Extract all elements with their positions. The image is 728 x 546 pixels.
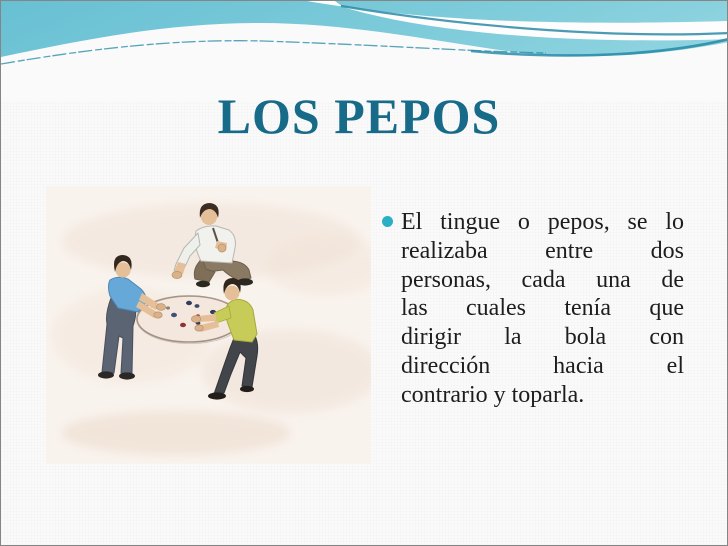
text-line: contrario y toparla. <box>401 381 585 408</box>
page-title: LOS PEPOS <box>217 88 501 144</box>
text-line: las cuales tenía que <box>401 295 684 322</box>
body-text-block <box>382 208 684 410</box>
text-line: personas, cada una de <box>401 266 684 293</box>
top-wave-decoration <box>1 1 728 101</box>
text-line: realizaba entre dos <box>401 237 684 264</box>
text-line: dirección hacia el <box>401 352 684 379</box>
text-line: El tingue o pepos, se lo <box>401 209 684 235</box>
text-line: dirigir la bola con <box>401 324 684 351</box>
pepos-game-illustration <box>46 186 371 464</box>
bullet-paragraph <box>401 208 684 410</box>
bullet-dot-icon <box>382 216 393 227</box>
